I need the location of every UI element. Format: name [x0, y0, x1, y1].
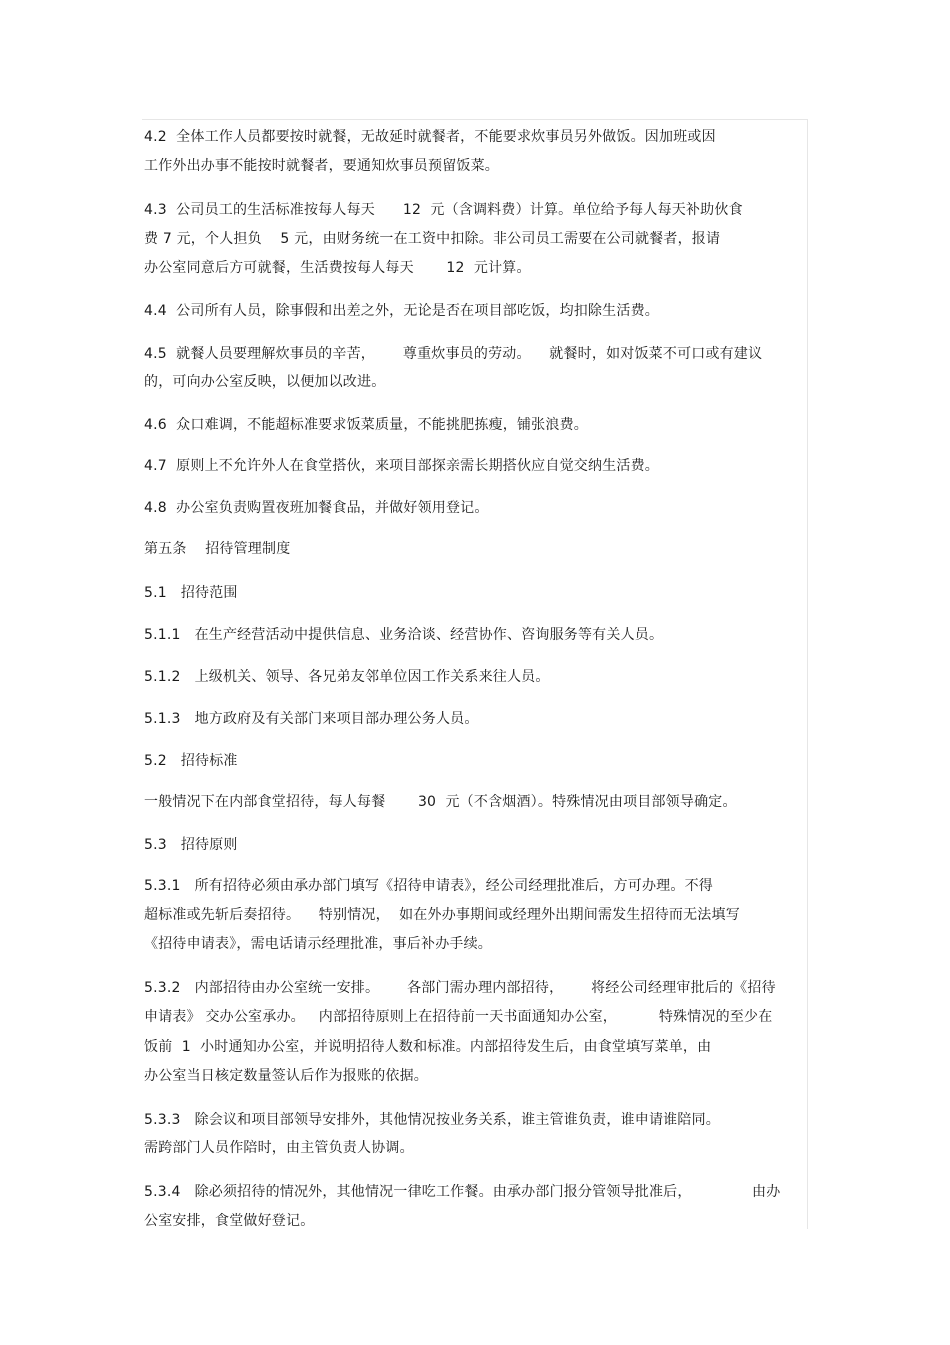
text-line: 4.4 公司所有人员，除事假和出差之外，无论是否在项目部吃饭，均扣除生活费。	[144, 303, 659, 319]
text-line: 公室安排，食堂做好登记。	[144, 1213, 315, 1229]
text-line: 费 7 元，个人担负 5 元，由财务统一在工资中扣除。非公司员工需要在公司就餐者，报请	[144, 231, 721, 247]
text-line: 5.3.2 内部招待由办公室统一安排。 各部门需办理内部招待， 将经公司经理审批后的《招待	[144, 980, 776, 996]
section-heading: 第五条 招待管理制度	[144, 541, 291, 557]
text-line: 工作外出办事不能按时就餐者，要通知炊事员预留饭菜。	[144, 158, 499, 174]
text-line: 4.7 原则上不允许外人在食堂搭伙，来项目部探亲需长期搭伙应自觉交纳生活费。	[144, 458, 659, 474]
text-line: 4.8 办公室负责购置夜班加餐食品，并做好领用登记。	[144, 500, 489, 516]
text-line: 4.6 众口难调，不能超标准要求饭菜质量，不能挑肥拣瘦，铺张浪费。	[144, 417, 588, 433]
page-border-right	[807, 119, 808, 1229]
text-line: 的，可向办公室反映，以便加以改进。	[144, 374, 386, 390]
text-line: 4.5 就餐人员要理解炊事员的辛苦， 尊重炊事员的劳动。 就餐时，如对饭菜不可口或有建议	[144, 346, 763, 362]
text-line: 5.3.3 除会议和项目部领导安排外，其他情况按业务关系，谁主管谁负责，谁申请谁陪同。	[144, 1112, 720, 1128]
text-line: 申请表》 交办公室承办。 内部招待原则上在招待前一天书面通知办公室， 特殊情况的至少在	[144, 1009, 773, 1025]
text-line: 《招待申请表》，需电话请示经理批准，事后补办手续。	[144, 936, 492, 952]
text-line: 5.1.3 地方政府及有关部门来项目部办理公务人员。	[144, 711, 479, 727]
text-line: 5.3.4 除必须招待的情况外，其他情况一律吃工作餐。由承办部门报分管领导批准后， 由办	[144, 1184, 781, 1200]
text-line: 办公室当日核定数量签认后作为报账的依据。	[144, 1068, 428, 1084]
subsection-heading: 5.1 招待范围	[144, 585, 238, 601]
text-line: 4.2 全体工作人员都要按时就餐，无故延时就餐者，不能要求炊事员另外做饭。因加班或因	[144, 129, 716, 145]
text-line: 饭前 1 小时通知办公室，并说明招待人数和标准。内部招待发生后，由食堂填写菜单，由	[144, 1039, 712, 1055]
text-line: 一般情况下在内部食堂招待，每人每餐 30 元（不含烟酒）。特殊情况由项目部领导确定。	[144, 794, 737, 810]
text-line: 4.3 公司员工的生活标准按每人每天 12 元（含调料费）计算。单位给予每人每天补助伙食	[144, 202, 743, 218]
page-border-top	[142, 119, 808, 120]
text-line: 5.3.1 所有招待必须由承办部门填写《招待申请表》，经公司经理批准后，方可办理。不得	[144, 878, 713, 894]
text-line: 办公室同意后方可就餐，生活费按每人每天 12 元计算。	[144, 260, 531, 276]
subsection-heading: 5.3 招待原则	[144, 837, 238, 853]
text-line: 超标准或先斩后奏招待。 特别情况， 如在外办事期间或经理外出期间需发生招待而无法填写	[144, 907, 740, 923]
text-line: 5.1.1 在生产经营活动中提供信息、业务洽谈、经营协作、咨询服务等有关人员。	[144, 627, 664, 643]
subsection-heading: 5.2 招待标准	[144, 753, 238, 769]
text-line: 5.1.2 上级机关、领导、各兄弟友邻单位因工作关系来往人员。	[144, 669, 550, 685]
text-line: 需跨部门人员作陪时，由主管负责人协调。	[144, 1140, 414, 1156]
